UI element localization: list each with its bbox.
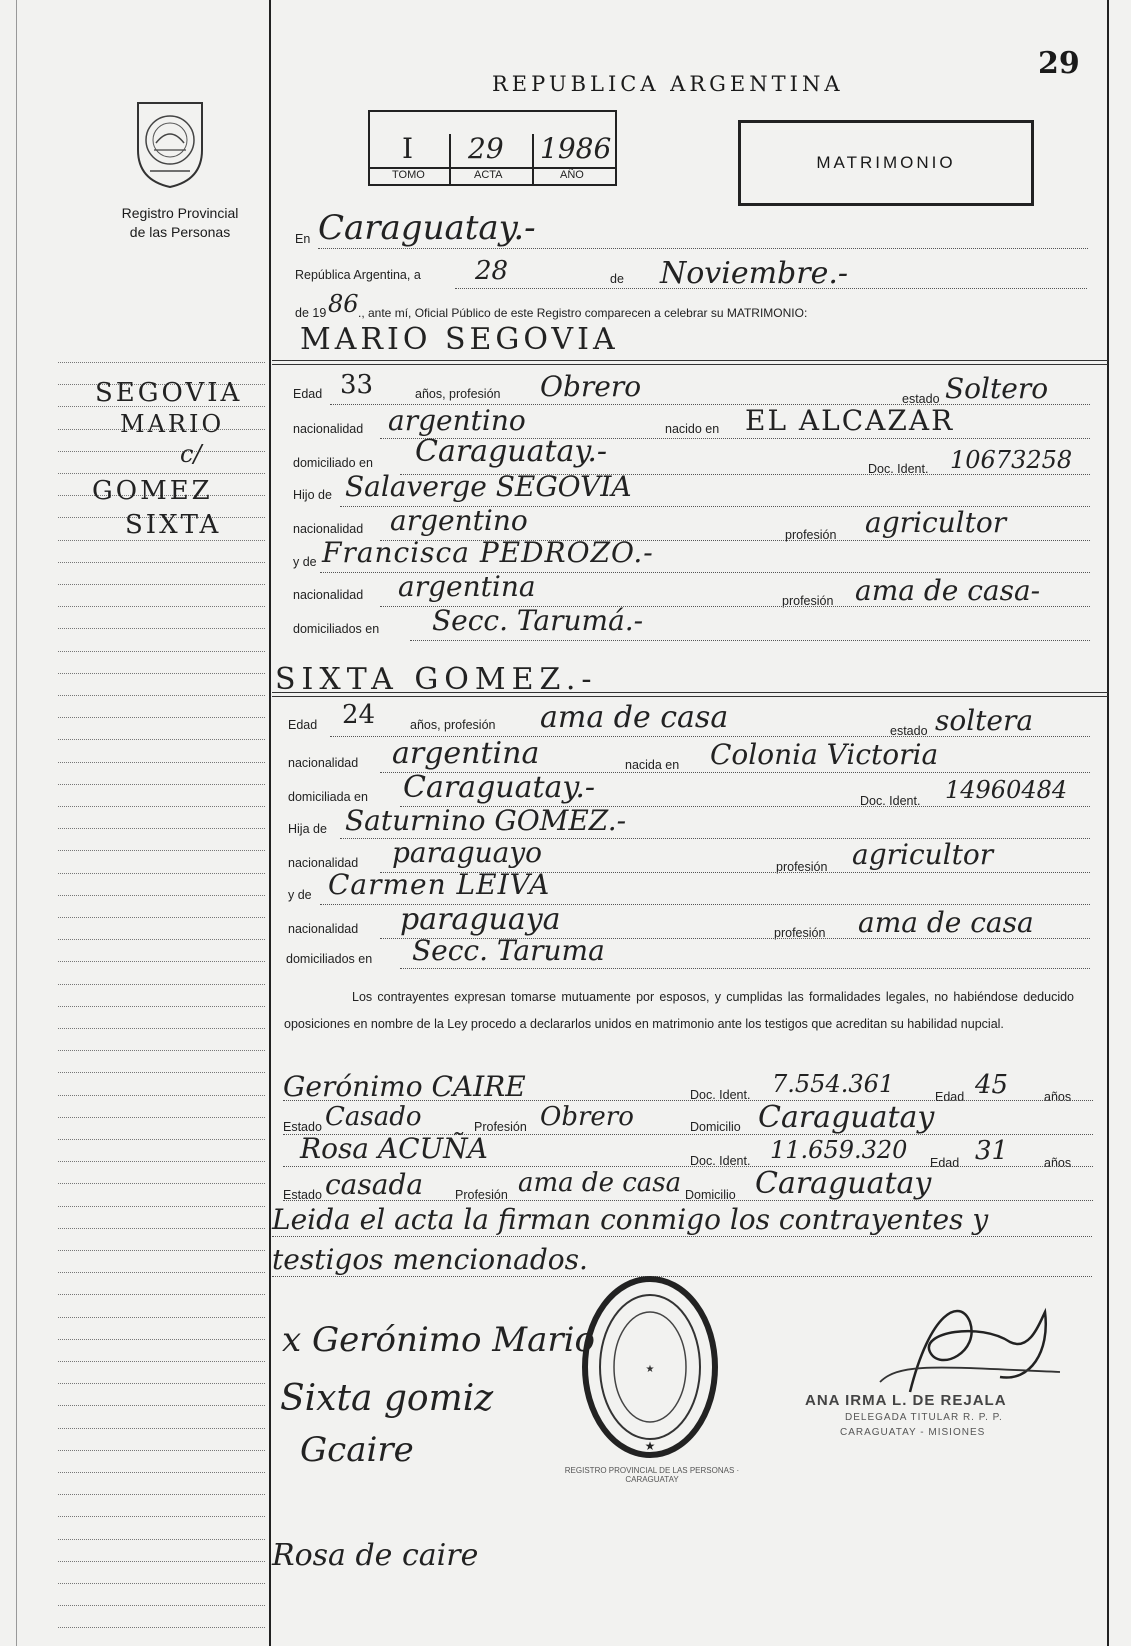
bride-profesion: ama de casa bbox=[540, 700, 729, 735]
witness1-domicilio: Caraguatay bbox=[758, 1100, 935, 1135]
margin-rule-line bbox=[58, 673, 265, 674]
officer-place: CARAGUATAY - MISIONES bbox=[840, 1427, 986, 1438]
witness2-edad-label: Edad bbox=[930, 1156, 960, 1170]
witness2-domicilio: Caraguatay bbox=[755, 1166, 932, 1201]
en-label: En bbox=[295, 232, 311, 246]
month-value: Noviembre.- bbox=[660, 256, 849, 291]
bride-name: SIXTA GOMEZ.- bbox=[275, 662, 598, 697]
margin-rule-line bbox=[58, 1361, 265, 1362]
place-value: Caraguatay.- bbox=[318, 208, 536, 248]
ano-label: AÑO bbox=[560, 169, 584, 181]
left-edge-rule bbox=[16, 0, 17, 1646]
margin-rule-line bbox=[58, 806, 265, 807]
officer-title: DELEGADA TITULAR R. P. P. bbox=[845, 1412, 1003, 1423]
groom-estado-label: estado bbox=[902, 392, 940, 406]
margin-rule-line bbox=[58, 1072, 265, 1073]
groom-padres-dom-label: domiciliados en bbox=[293, 622, 380, 636]
bride-madre-prof-label: profesión bbox=[774, 926, 826, 940]
witness2-profesion: ama de casa bbox=[518, 1168, 682, 1198]
margin-rule-line bbox=[58, 1161, 265, 1162]
witness2-estado-label: Estado bbox=[283, 1188, 322, 1202]
bride-domicilio: Caraguatay.- bbox=[403, 770, 596, 805]
bride-padre-prof-label: profesión bbox=[776, 860, 828, 874]
witness1-estado-label: Estado bbox=[283, 1120, 322, 1134]
margin-rule-line bbox=[58, 1050, 265, 1051]
margin-rule-line bbox=[58, 1294, 265, 1295]
groom-hijo-label: Hijo de bbox=[293, 488, 332, 502]
signature-4: Rosa de caire bbox=[272, 1538, 479, 1573]
tomo-label: TOMO bbox=[392, 169, 425, 181]
bride-padres-dom: Secc. Taruma bbox=[412, 934, 605, 967]
intro-text: ., ante mí, Oficial Público de este Registro comparecen a celebrar su MATRIMONIO: bbox=[358, 306, 808, 320]
groom-nacionalidad-label: nacionalidad bbox=[293, 422, 364, 436]
republica-label: República Argentina, a bbox=[295, 268, 421, 282]
margin-rule-line bbox=[58, 1028, 265, 1029]
bride-nacida: Colonia Victoria bbox=[710, 738, 939, 771]
groom-madre-prof: ama de casa- bbox=[855, 574, 1041, 607]
closing-note: Leida el acta la firman conmigo los contrayentes y testigos mencionados. bbox=[272, 1203, 989, 1276]
margin-rule-line bbox=[58, 828, 265, 829]
bride-estado: soltera bbox=[935, 704, 1034, 737]
margin-rule-line bbox=[58, 1627, 265, 1628]
right-margin-rule bbox=[1107, 0, 1109, 1646]
margin-rule-line bbox=[58, 1405, 265, 1406]
country-title: REPUBLICA ARGENTINA bbox=[492, 72, 844, 96]
groom-nacido-label: nacido en bbox=[665, 422, 720, 436]
margin-rule-line bbox=[58, 1516, 265, 1517]
bride-doc: 14960484 bbox=[945, 776, 1068, 804]
de-label: de bbox=[610, 272, 624, 286]
bride-estado-label: estado bbox=[890, 724, 928, 738]
margin-rule-line bbox=[58, 1583, 265, 1584]
margin-rule-line bbox=[58, 1117, 265, 1118]
groom-doc-label: Doc. Ident. bbox=[868, 462, 929, 476]
witness2-dom-label: Domicilio bbox=[685, 1188, 736, 1202]
groom-doc: 10673258 bbox=[950, 446, 1073, 474]
witness1-edad: 45 bbox=[975, 1070, 1009, 1100]
witness1-prof-label: Profesión bbox=[474, 1120, 527, 1134]
groom-nacionalidad: argentino bbox=[388, 404, 526, 437]
margin-rule-line bbox=[58, 1605, 265, 1606]
witness2-edad: 31 bbox=[975, 1136, 1009, 1166]
witness1-doc: 7.554.361 bbox=[772, 1070, 895, 1098]
margin-rule-line bbox=[58, 562, 265, 563]
bride-doc-label: Doc. Ident. bbox=[860, 794, 921, 808]
groom-anos-label: años, profesión bbox=[415, 387, 501, 401]
signature-2: Sixta gomiz bbox=[280, 1378, 494, 1419]
margin-rule-line bbox=[58, 1472, 265, 1473]
groom-padre-nac-label: nacionalidad bbox=[293, 522, 364, 536]
svg-text:★: ★ bbox=[645, 1364, 655, 1375]
groom-domicilio: Caraguatay.- bbox=[415, 434, 608, 469]
margin-rule-line bbox=[58, 1494, 265, 1495]
groom-padre-prof: agricultor bbox=[865, 506, 1007, 539]
year-prefix: de 19 bbox=[295, 306, 327, 320]
margin-rule-line bbox=[58, 961, 265, 962]
bride-edad: 24 bbox=[342, 700, 376, 730]
bride-edad-label: Edad bbox=[288, 718, 318, 732]
margin-rule-line bbox=[58, 917, 265, 918]
margin-rule-line bbox=[58, 1272, 265, 1273]
witness1-anos-label: años bbox=[1044, 1090, 1072, 1104]
officer-name: ANA IRMA L. DE REJALA bbox=[805, 1392, 1007, 1409]
acta-value: 29 bbox=[468, 132, 504, 165]
groom-padre-prof-label: profesión bbox=[785, 528, 837, 542]
margin-rule-line bbox=[58, 873, 265, 874]
margin-rule-line bbox=[58, 1139, 265, 1140]
groom-padre-nac: argentino bbox=[390, 504, 528, 537]
margin-rule-line bbox=[58, 1561, 265, 1562]
groom-madre-nac: argentina bbox=[398, 570, 536, 603]
margin-rule-line bbox=[58, 1339, 265, 1340]
margin-rule-line bbox=[58, 850, 265, 851]
margin-rule-line bbox=[58, 584, 265, 585]
margin-rule-line bbox=[58, 1450, 265, 1451]
year-suffix: 86 bbox=[328, 290, 359, 318]
bride-nacida-label: nacida en bbox=[625, 758, 680, 772]
witness2-name: Rosa ACUÑA bbox=[300, 1132, 488, 1165]
margin-rule-line bbox=[58, 1317, 265, 1318]
margin-rule-line bbox=[58, 1428, 265, 1429]
bride-padre-prof: agricultor bbox=[852, 838, 994, 871]
witness1-doc-label: Doc. Ident. bbox=[690, 1088, 751, 1102]
margin-rule-line bbox=[58, 606, 265, 607]
bride-padres-dom-label: domiciliados en bbox=[286, 952, 373, 966]
signature-1: x Gerónimo Mario bbox=[282, 1320, 595, 1360]
groom-madre: Francisca PEDROZO.- bbox=[322, 536, 654, 569]
bride-padre: Saturnino GOMEZ.- bbox=[345, 804, 627, 837]
bride-madre-nac-label: nacionalidad bbox=[288, 922, 359, 936]
groom-madre-prof-label: profesión bbox=[782, 594, 834, 608]
bride-hija-label: Hija de bbox=[288, 822, 327, 836]
margin-rule-line bbox=[58, 695, 265, 696]
bride-anos-label: años, profesión bbox=[410, 718, 496, 732]
margin-note-line4: GOMEZ bbox=[92, 476, 213, 506]
margin-note-line2: MARIO bbox=[120, 410, 225, 438]
groom-edad-label: Edad bbox=[293, 387, 323, 401]
witness2-anos-label: años bbox=[1044, 1156, 1072, 1170]
margin-rule-line bbox=[58, 1250, 265, 1251]
margin-rule-line bbox=[58, 1183, 265, 1184]
margin-rule-line bbox=[58, 739, 265, 740]
tomo-value: I bbox=[402, 132, 414, 165]
officer-signature-icon bbox=[870, 1292, 1070, 1402]
acta-label: ACTA bbox=[474, 169, 503, 181]
witness2-doc-label: Doc. Ident. bbox=[690, 1154, 751, 1168]
groom-name: MARIO SEGOVIA bbox=[300, 322, 619, 357]
witness2-estado: casada bbox=[325, 1168, 424, 1201]
margin-rule-line bbox=[58, 784, 265, 785]
stamp-text: REGISTRO PROVINCIAL DE LAS PERSONAS · CARAGUATAY bbox=[564, 1466, 740, 1484]
page-number: 29 bbox=[1038, 46, 1080, 81]
groom-madre-nac-label: nacionalidad bbox=[293, 588, 364, 602]
groom-nacido: EL ALCAZAR bbox=[745, 404, 955, 437]
margin-rule-line bbox=[58, 1206, 265, 1207]
margin-rule-line bbox=[58, 473, 265, 474]
margin-rule-line bbox=[58, 451, 265, 452]
bride-domicilio-label: domiciliada en bbox=[288, 790, 368, 804]
groom-profesion: Obrero bbox=[540, 370, 642, 403]
margin-note-line3: c/ bbox=[180, 440, 202, 468]
bride-madre-nac: paraguaya bbox=[400, 902, 561, 937]
ano-value: 1986 bbox=[540, 132, 612, 165]
witness1-edad-label: Edad bbox=[935, 1090, 965, 1104]
margin-rule-line bbox=[58, 651, 265, 652]
margin-rule-line bbox=[58, 1006, 265, 1007]
bride-madre-prof: ama de casa bbox=[858, 906, 1034, 939]
witness2-prof-label: Profesión bbox=[455, 1188, 508, 1202]
bride-nacionalidad-label: nacionalidad bbox=[288, 756, 359, 770]
witness1-estado: Casado bbox=[325, 1102, 422, 1132]
record-box bbox=[368, 110, 617, 186]
groom-estado: Soltero bbox=[945, 372, 1049, 405]
bride-padre-nac: paraguayo bbox=[392, 836, 543, 869]
margin-rule-line bbox=[58, 762, 265, 763]
groom-edad: 33 bbox=[340, 370, 374, 400]
groom-padre: Salaverge SEGOVIA bbox=[345, 470, 632, 503]
witness1-dom-label: Domicilio bbox=[690, 1120, 741, 1134]
margin-rule-line bbox=[58, 895, 265, 896]
bride-nacionalidad: argentina bbox=[392, 736, 540, 771]
margin-rule-line bbox=[58, 1228, 265, 1229]
margin-rule-line bbox=[58, 717, 265, 718]
registry-name: Registro Provincial de las Personas bbox=[121, 205, 239, 240]
provincial-seal-icon bbox=[128, 95, 212, 190]
margin-rule-line bbox=[58, 628, 265, 629]
margin-rule-line bbox=[58, 1539, 265, 1540]
svg-text:★: ★ bbox=[644, 1439, 656, 1453]
signature-3: Gcaire bbox=[300, 1430, 414, 1470]
witness1-profesion: Obrero bbox=[540, 1102, 634, 1132]
groom-domicilio-label: domiciliado en bbox=[293, 456, 373, 470]
bride-padre-nac-label: nacionalidad bbox=[288, 856, 359, 870]
margin-note-line5: SIXTA bbox=[125, 510, 222, 540]
witness1-name: Gerónimo CAIRE bbox=[283, 1070, 526, 1103]
marriage-statement: Los contrayentes expresan tomarse mutuamente por esposos, y cumplidas las formalidades legales, no habiéndose deducido oposiciones en nombre de la Ley procedo a declararlos unidos en matrimonio ante los testigos que acreditan su habilidad nupcial. bbox=[284, 990, 1074, 1031]
margin-rule-line bbox=[58, 362, 265, 363]
bride-y-de-label: y de bbox=[288, 888, 312, 902]
margin-rule-line bbox=[58, 939, 265, 940]
margin-rule-line bbox=[58, 1095, 265, 1096]
bride-madre: Carmen LEIVA bbox=[328, 868, 551, 901]
day-value: 28 bbox=[475, 256, 509, 286]
round-official-stamp-icon bbox=[580, 1272, 720, 1462]
margin-rule-line bbox=[58, 984, 265, 985]
margin-rule-line bbox=[58, 1383, 265, 1384]
groom-y-de-label: y de bbox=[293, 555, 317, 569]
margin-note-line1: SEGOVIA bbox=[95, 378, 243, 408]
left-margin-rule bbox=[269, 0, 271, 1646]
record-type-box bbox=[738, 120, 1034, 206]
witness2-doc: 11.659.320 bbox=[770, 1136, 908, 1164]
groom-padres-dom: Secc. Tarumá.- bbox=[432, 604, 644, 637]
record-type-title: MATRIMONIO bbox=[816, 153, 956, 172]
